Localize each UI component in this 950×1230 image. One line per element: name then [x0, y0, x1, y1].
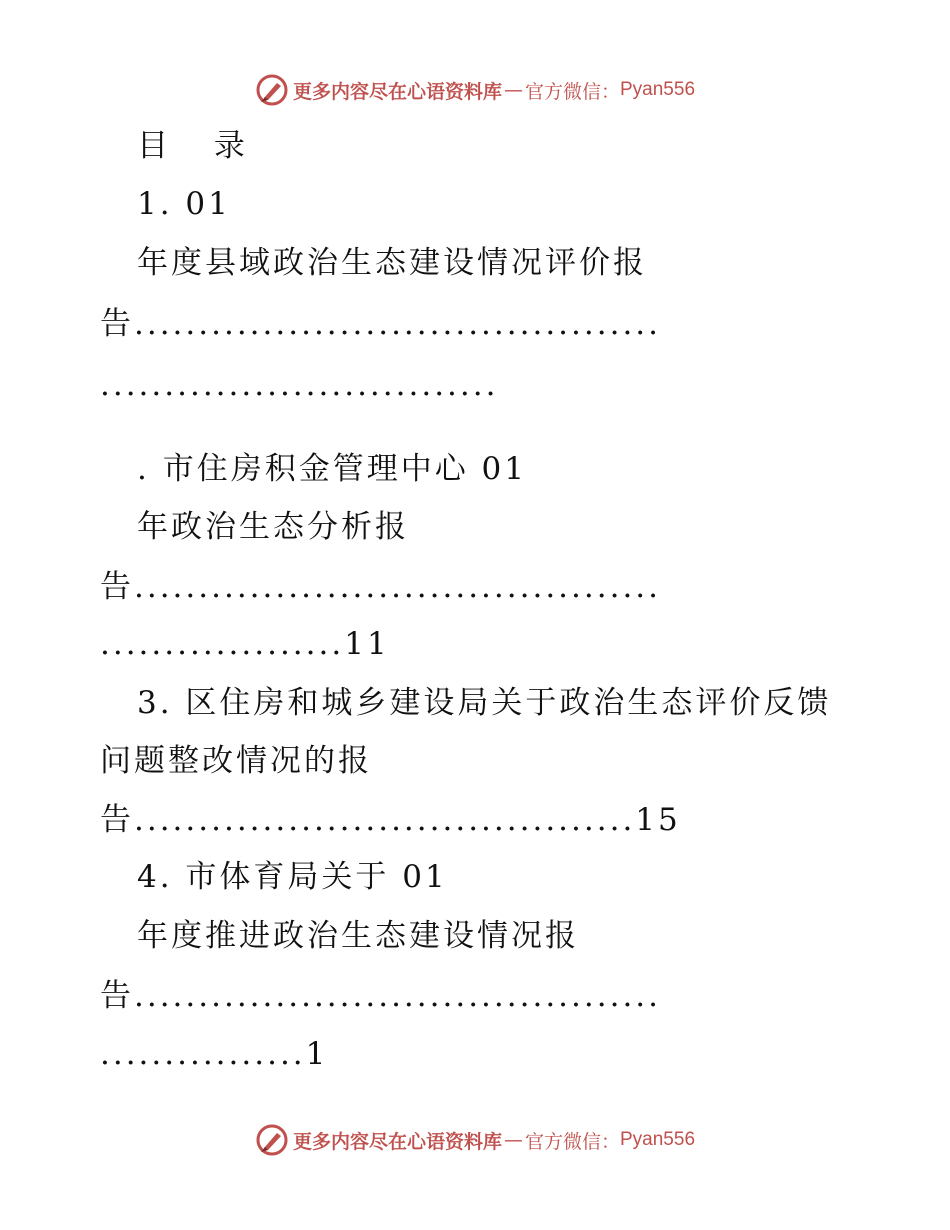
toc-line: 问题整改情况的报: [100, 743, 372, 779]
watermark-wechat-id: Pyan556: [620, 1129, 696, 1150]
toc-line: 年度县域政治生态建设情况评价报: [137, 245, 647, 281]
watermark-text: 更多内容尽在心语资料库: [292, 1130, 502, 1153]
watermark-wechat-label: 官方微信：: [524, 80, 620, 103]
toc-line: 年政治生态分析报: [137, 509, 409, 545]
footer-watermark: [0, 1120, 950, 1160]
watermark-separator: —: [503, 79, 523, 101]
watermark-wechat-label: 官方微信：: [524, 1130, 620, 1153]
watermark-text: 更多内容尽在心语资料库: [292, 80, 502, 103]
toc-line: 告.........................................: [100, 569, 662, 605]
toc-line: ...................11: [100, 626, 390, 662]
toc-line: 告.........................................: [100, 306, 662, 342]
toc-line: ................1: [100, 1036, 329, 1072]
toc-line: . 市住房积金管理中心 01: [137, 451, 528, 487]
toc-line: 年度推进政治生态建设情况报: [137, 918, 579, 954]
toc-line: 告.........................................: [100, 978, 662, 1014]
watermark-separator: —: [503, 1129, 523, 1151]
toc-line: 3. 区住房和城乡建设局关于政治生态评价反馈: [137, 685, 832, 721]
toc-line: 告.......................................15: [100, 802, 681, 838]
watermark-wechat-id: Pyan556: [620, 79, 696, 100]
pen-logo-icon: [255, 73, 289, 107]
pen-logo-icon: [255, 1123, 289, 1157]
toc-title: 目 录: [137, 128, 263, 164]
header-watermark: [0, 70, 950, 110]
toc-line: 1. 01: [137, 186, 231, 222]
toc-line: 4. 市体育局关于 01: [137, 859, 448, 895]
toc-line: ...............................: [100, 367, 499, 403]
